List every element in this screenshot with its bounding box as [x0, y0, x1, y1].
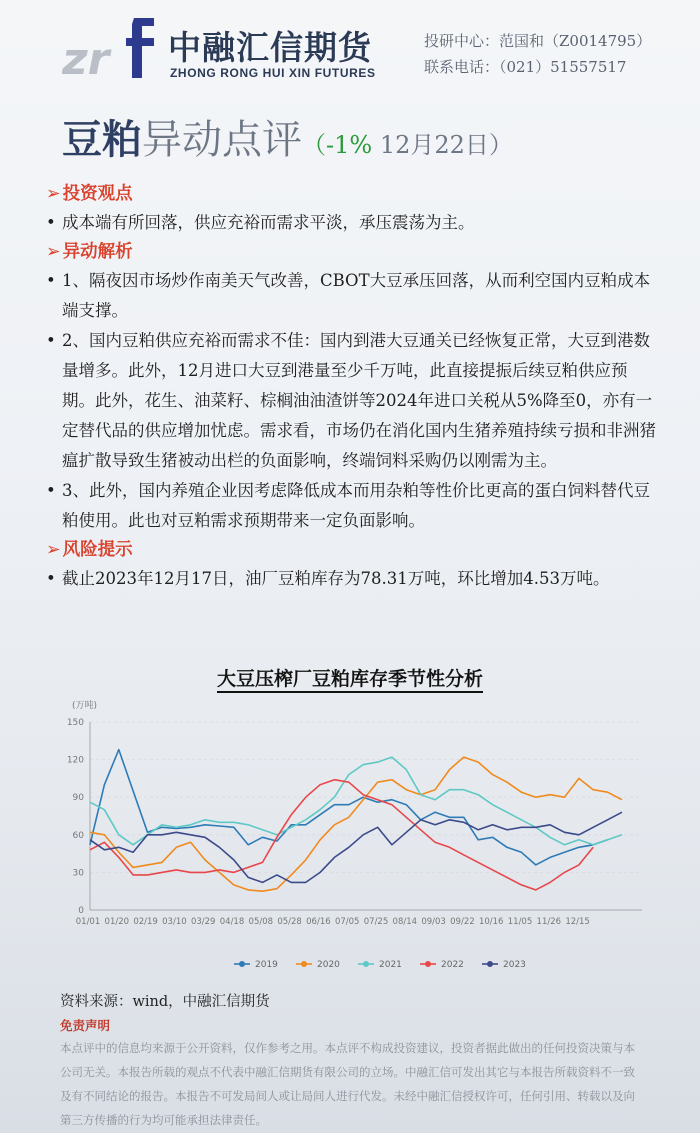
data-source: 资料来源：wind，中融汇信期货 — [60, 994, 270, 1010]
x-tick-label: 04/18 — [219, 917, 245, 927]
x-tick-label: 06/16 — [306, 917, 331, 927]
bullet-icon: • — [46, 331, 56, 350]
y-tick-label: 90 — [72, 793, 84, 804]
legend-marker — [363, 961, 369, 967]
bullet-icon: • — [46, 271, 56, 290]
brand-logo-icon — [62, 12, 162, 80]
x-tick-label: 07/25 — [363, 917, 389, 927]
title-product: 豆粕 — [62, 116, 142, 163]
bullet-paragraph: • 3、此外，国内养殖企业因考虑降低成本而用杂粕等性价比更高的蛋白饲料替代豆粕使用。此也对豆粕需求预期带来一定负面影响。 — [46, 476, 656, 536]
header — [0, 0, 700, 100]
title-date: 12月22日） — [372, 131, 513, 159]
x-tick-label: 12/15 — [565, 917, 590, 927]
x-tick-label: 02/19 — [133, 917, 158, 927]
brand-name-en: ZHONG RONG HUI XIN FUTURES — [170, 66, 376, 80]
legend-label: 2019 — [255, 960, 278, 970]
y-axis-label: (万吨) — [72, 701, 98, 711]
bullet-icon: • — [46, 569, 56, 588]
bullet-paragraph: • 成本端有所回落，供应充裕而需求平淡，承压震荡为主。 — [46, 208, 656, 238]
y-tick-label: 30 — [72, 868, 84, 879]
bullet-paragraph: • 2、国内豆粕供应充裕而需求不佳：国内到港大豆通关已经恢复正常，大豆到港数量增多。此外，12月进口大豆到港量至少千万吨，此直接提振后续豆粕供应预期。此外，花生、油菜籽、棕榈油油渣饼等2024年进口关税从5%降至0，亦有一定替代品的供应增加忧虑。需求看，市场仍在消化国内生猪养殖持续亏损和非洲猪瘟扩散导致生猪被动出栏的负面影响，终端饲料采购仍以刚需为主。 — [46, 326, 656, 476]
page-title — [62, 116, 513, 169]
title-kind: 异动点评 — [142, 117, 302, 163]
x-tick-label: 05/28 — [277, 917, 302, 927]
title-change: （-1% — [302, 131, 373, 159]
y-tick-label: 0 — [78, 906, 84, 916]
bullet-paragraph: • 1、隔夜因市场炒作南美天气改善，CBOT大豆承压回落，从而利空国内豆粕成本端支撑。 — [46, 266, 656, 326]
x-tick-label: 08/14 — [392, 917, 418, 927]
arrow-icon: ➢ — [46, 184, 61, 204]
bullet-paragraph: • 截止2023年12月17日，油厂豆粕库存为78.31万吨，环比增加4.53万吨。 — [46, 564, 656, 594]
x-tick-label: 09/03 — [421, 917, 446, 927]
disclaimer-title: 免责声明 — [60, 1018, 111, 1033]
legend-marker — [301, 961, 307, 967]
bullet-icon: • — [46, 481, 56, 500]
section-heading: ➢ 异动解析 — [46, 242, 133, 262]
y-tick-label: 120 — [66, 755, 84, 766]
svg-text:zr: zr — [62, 34, 110, 80]
x-tick-label: 09/22 — [450, 917, 475, 927]
phone-info: 联系电话：（021）51557517 — [424, 58, 627, 76]
legend-marker — [425, 961, 431, 967]
x-tick-label: 11/05 — [507, 917, 533, 927]
bullet-icon: • — [46, 213, 56, 232]
legend-marker — [487, 961, 493, 967]
inventory-chart — [56, 690, 646, 980]
section-heading: ➢ 投资观点 — [46, 184, 133, 204]
x-tick-label: 01/01 — [75, 917, 101, 927]
disclaimer-text: 本点评中的信息均来源于公开资料，仅作参考之用。本点评不构成投资建议，投资者据此做出的任何投资决策与本公司无关。本报告所载的观点不代表中融汇信期货有限公司的立场。中融汇信可发出其它与本报告所载资料不一致及有不同结论的报告。本报告不可发局间人或让局间人进行代发。未经中融汇信授权许可，任何引用、转载以及向第三方传播的行为均可能承担法律责任。 — [60, 1041, 635, 1127]
section-heading: ➢ 风险提示 — [46, 540, 133, 560]
legend-label: 2023 — [503, 960, 526, 970]
x-tick-label: 11/26 — [536, 917, 562, 927]
chart-title: 大豆压榨厂豆粕库存季节性分析 — [0, 664, 700, 691]
arrow-icon: ➢ — [46, 242, 61, 262]
legend-label: 2021 — [379, 960, 402, 970]
x-tick-label: 03/10 — [162, 917, 187, 927]
x-tick-label: 10/16 — [478, 917, 504, 927]
legend-label: 2022 — [441, 960, 464, 970]
legend-label: 2020 — [317, 960, 340, 970]
y-tick-label: 150 — [66, 718, 84, 728]
legend-marker — [239, 961, 245, 967]
y-tick-label: 60 — [72, 830, 84, 841]
series-line-2023 — [90, 812, 622, 882]
x-tick-label: 05/08 — [248, 917, 274, 927]
x-tick-label: 07/05 — [334, 917, 360, 927]
report-body — [46, 180, 656, 594]
brand-name: 中融汇信期货 — [168, 28, 372, 67]
x-tick-label: 03/29 — [190, 917, 216, 927]
analyst-info: 投研中心：范国和（Z0014795） — [424, 32, 652, 50]
arrow-icon: ➢ — [46, 540, 61, 560]
x-tick-label: 01/20 — [104, 917, 130, 927]
